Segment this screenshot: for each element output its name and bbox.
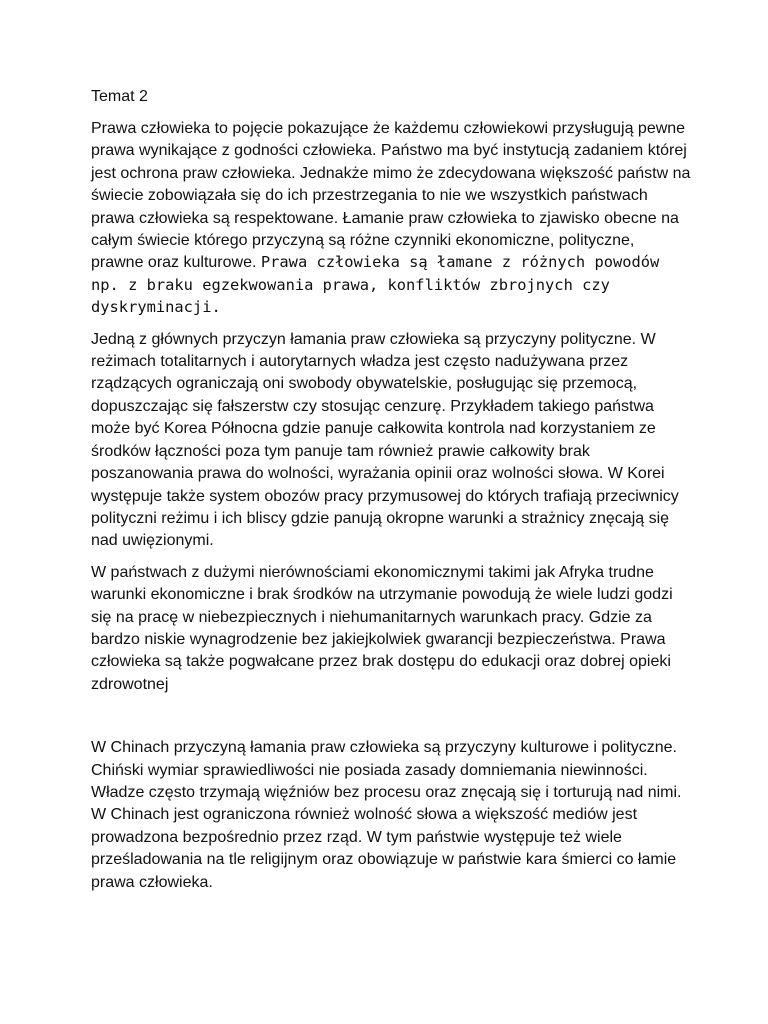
blank-line-spacer — [91, 705, 691, 737]
paragraph-intro — [91, 118, 691, 320]
document-page — [91, 86, 691, 903]
paragraph-political: Jedną z głównych przyczyn łamania praw człowieka są przyczyny polityczne. W reżimach totalitarnych i autorytarnych władza jest często nadużywana przez rządzących ograniczają oni swobody obywatelskie, posługując się przemocą, dopuszczając się fałszerstw czy stosując cenzurę. Przykładem takiego państwa może być Korea Północna gdzie panuje całkowita kontrola nad korzystaniem ze środków łączności poza tym panuje tam również prawie całkowity brak poszanowania prawa do wolności, wyrażania opinii oraz wolności słowa. W Korei występuje także system obozów pracy przymusowej do których trafiają przeciwnicy polityczni reżimu i ich bliscy gdzie panują okropne warunki a strażnicy znęcają się nad uwięzionymi. — [91, 330, 679, 550]
document-title: Temat 2 — [91, 88, 148, 105]
paragraph-intro-text: Prawa człowieka to pojęcie pokazujące że każdemu człowiekowi przysługują pewne prawa wynikające z godności człowieka. Państwo ma być instytucją zadaniem której jest ochrona praw człowieka. Jednakże mimo że zdecydowana większość państw na świecie zobowiązała się do ich przestrzegania to nie we wszystkich państwach prawa człowieka są respektowane. Łamanie praw człowieka to zjawisko obecne na całym świecie którego przyczyną są różne czynniki ekonomiczne, polityczne, prawne oraz kulturowe. — [91, 120, 691, 272]
paragraph-china: W Chinach przyczyną łamania praw człowieka są przyczyny kulturowe i polityczne. Chiński wymiar sprawiedliwości nie posiada zasady domniemania niewinności. Władze często trzymają więźniów bez procesu oraz znęcają się i torturują nad nimi. W Chinach jest ograniczona również wolność słowa a większość mediów jest prowadzona bezpośrednio przez rząd. W tym państwie występuje też wiele prześladowania na tle religijnym oraz obowiązuje w państwie kara śmierci co łamie prawa człowieka. — [91, 739, 682, 891]
paragraph-intro-tail: Prawa człowieka są łamane z różnych powodów np. z braku egzekwowania prawa, konfliktów zbrojnych czy dyskryminacji. — [91, 253, 660, 317]
paragraph-economic: W państwach z dużymi nierównościami ekonomicznymi takimi jak Afryka trudne warunki ekonomiczne i brak środków na utrzymanie powodują że wiele ludzi godzi się na pracę w niebezpiecznych i niehumanitarnych warunkach pracy. Gdzie za bardzo niskie wynagrodzenie bez jakiejkolwiek gwarancji bezpieczeństwa. Prawa człowieka są także pogwałcane przez brak dostępu do edukacji oraz dobrej opieki zdrowotnej — [91, 563, 673, 693]
